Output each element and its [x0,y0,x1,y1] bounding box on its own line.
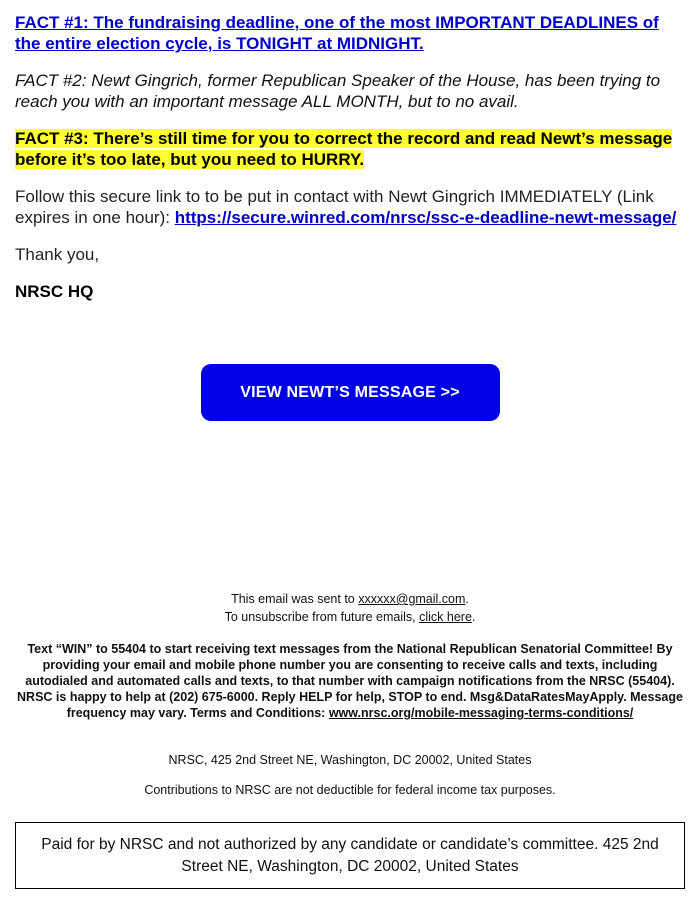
view-message-button[interactable]: VIEW NEWT’S MESSAGE >> [201,364,500,421]
recipient-email-link[interactable]: xxxxxx@gmail.com [358,592,466,606]
unsubscribe-line [15,609,685,625]
email-body [15,12,685,318]
paid-for-box [15,822,685,889]
thanks-text: Thank you, [15,245,100,264]
fact-1-paragraph[interactable] [15,12,685,54]
fact-1-link[interactable]: FACT #1: The fundraising deadline, one of the most IMPORTANT DEADLINES of the entire election cycle, is TONIGHT at MIDNIGHT. [15,13,659,53]
secure-link[interactable]: https://secure.winred.com/nrsc/ssc-e-deadline-newt-message/ [174,208,677,227]
follow-text: Follow this secure link to to be put in contact with Newt Gingrich IMMEDIATELY (Link expires in one hour): [15,187,654,227]
sent-to-label: This email was sent to [231,592,355,606]
unsubscribe-suffix: . [471,610,476,624]
sent-to-line [15,591,685,607]
cta-container [0,364,700,421]
terms-link[interactable]: www.nrsc.org/mobile-messaging-terms-conditions/ [328,706,634,720]
unsubscribe-label: To unsubscribe from future emails, [224,610,416,624]
sms-disclaimer [15,641,685,721]
sent-to-suffix: . [465,592,469,606]
unsubscribe-link[interactable]: click here [419,610,472,624]
fact-3-paragraph [15,128,685,170]
tax-note: Contributions to NRSC are not deductible for federal income tax purposes. [144,783,556,797]
signature: NRSC HQ [15,282,94,301]
follow-paragraph [15,186,685,228]
fact-3-highlight: FACT #3: There’s still time for you to correct the record and read Newt’s message before it’s too late, but you need to HURRY. [15,129,673,169]
footer-sent-info [15,591,685,625]
address-text: NRSC, 425 2nd Street NE, Washington, DC 20002, United States [168,753,532,767]
fact-2-paragraph: FACT #2: Newt Gingrich, former Republican Speaker of the House, has been trying to reach you with an important message ALL MONTH, but to no avail. [15,71,661,111]
sms-disclaimer-text: Text “WIN” to 55404 to start receiving text messages from the National Republican Senatorial Committee! By providing your email and mobile phone number you are consenting to receive calls and texts, including autodialed and automated calls and texts, to that number with campaign notifications from the NRSC (55404). NRSC is happy to help at (202) 675-6000. Reply HELP for help, STOP to end. Msg&DataRatesMayApply. Message frequency may vary. Terms and Conditions: [17,642,683,720]
paid-for-text: Paid for by NRSC and not authorized by any candidate or candidate’s committee. 425 2nd Street NE, Washington, DC 20002, United States [41,836,659,875]
